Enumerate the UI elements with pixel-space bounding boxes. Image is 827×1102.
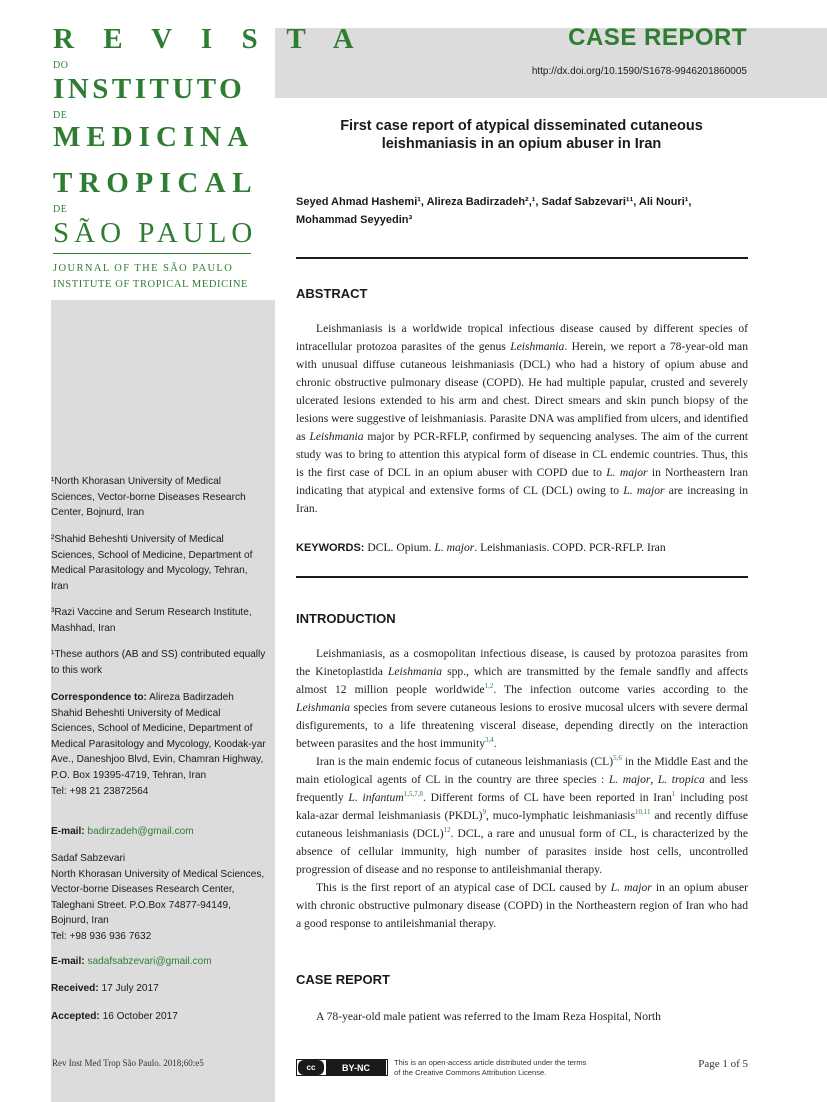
abstract-body: Leishmaniasis is a worldwide tropical infectious disease caused by different species of intracellular protozoa parasites of the genus Leishmania. Herein, we report a 78-year-old man with unusual diffuse cutaneous leishmaniasis (DCL) who had a history of opium abuse and chronic obstructive pulmonary disease (COPD). He had multiple papular, crusted and severely ulcerated lesions extended to his arm and chest. Direct smears and skin punch biopsy of the lesions were suggestive of leishmaniasis. Parasite DNA was amplified from ulcers, and identified as Leishmania major by PCR-RFLP, confirmed by sequencing analyses. The aim of the current study was to bring to attention this atypical form of disease in CL endemic countries. Thus, this is the first case of DCL in an opium abuser with COPD due to L. major in Northeastern Iran indicating that atypical and extensive forms of CL (DCL) owing to L. major are increasing in Iran. xyxy=(296,322,748,515)
keywords: KEYWORDS: DCL. Opium. L. major. Leishmaniasis. COPD. PCR-RFLP. Iran xyxy=(296,541,666,554)
equal-contribution-note: ¹These authors (AB and SS) contributed equally to this work xyxy=(51,649,266,676)
email-1: E-mail: badirzadeh@gmail.com xyxy=(51,826,194,837)
email-link-2[interactable]: sadafsabzevari@gmail.com xyxy=(87,956,212,967)
correspondence-block: Correspondence to: Alireza Badirzadeh Shahid Beheshti University of Medical Sciences, School of Medicine, Department of Medical Parasitology and Mycology, Koodak-yar Ave., Daneshjoo Blvd, Evin, Chamran Highway, P.O. Box 19395-4719, Tehran, Iran Tel: +98 21 23872564 xyxy=(51,692,266,797)
cc-license-label: BY-NC xyxy=(326,1060,386,1075)
case-report-heading: CASE REPORT xyxy=(296,972,390,987)
creative-commons-icon: cc xyxy=(298,1060,324,1075)
intro-paragraph-2: Iran is the main endemic focus of cutaneous leishmaniasis (CL)$^{5,6}$ in the Middle East and the main etiological agents of CL in the country are three species : L. major, L. tropica and less frequently L. infantum$^{1,5,7,8}$. Different forms of CL have been reported in Iran$^1$ including post kala-azar dermal leishmaniasis (PKDL)$^9$, muco-lymphatic leishmaniasis$^{10,11}$ and recently diffuse cutaneous leishmaniasis (DCL)$^{12}$. DCL, a rare and unusual form of CL, is characterized by the absence of cellular immunity, high number of parasites inside host cells, uncontrolled progression of disease and no response to antileishmanial therapy. xyxy=(296,754,749,876)
received-date: Received: 17 July 2017 xyxy=(51,983,159,994)
article-title-line-2: leishmaniasis in an opium abuser in Iran xyxy=(381,136,662,152)
affiliation-2: ²Shahid Beheshti University of Medical Sciences, School of Medicine, Department of Medical Parasitology and Mycology, Tehran, Iran xyxy=(51,534,253,592)
doi-link[interactable]: http://dx.doi.org/10.1590/S1678-9946201860005 xyxy=(531,66,747,77)
journal-de-1: DE xyxy=(53,110,68,121)
email-2: E-mail: sadafsabzevari@gmail.com xyxy=(51,956,212,967)
journal-subtitle-2: INSTITUTE OF TROPICAL MEDICINE xyxy=(53,279,249,290)
divider-bottom xyxy=(296,576,748,578)
author-list: Seyed Ahmad Hashemi¹, Alireza Badirzadeh²,¹, Sadaf Sabzevari¹¹, Ali Nouri¹, Mohammad Seyyedin³ xyxy=(296,196,692,226)
journal-medicina: MEDICINA xyxy=(53,121,255,153)
abstract-heading: ABSTRACT xyxy=(296,286,368,301)
keywords-label: KEYWORDS: xyxy=(296,542,365,554)
article-title xyxy=(295,117,748,153)
case-report-body: A 78-year-old male patient was referred to the Imam Reza Hospital, North xyxy=(316,1010,661,1023)
introduction-body xyxy=(296,645,748,933)
accepted-date: Accepted: 16 October 2017 xyxy=(51,1011,178,1022)
affiliation-1: ¹North Khorasan University of Medical Sciences, Vector-borne Diseases Research Center, Bojnurd, Iran xyxy=(51,476,246,519)
journal-divider xyxy=(53,253,251,254)
journal-tropical: TROPICAL xyxy=(53,167,259,199)
intro-paragraph-1: Leishmaniasis, as a cosmopolitan infectious disease, is caused by protozoa parasites from the Kinetoplastida Leishmania spp., which are transmitted by the female sandfly and affects almost 12 million people worldwide$^{1,2}$. The infection outcome varies according to the Leishmania species from severe cutaneous lesions to erosive mucosal ulcers with severe dermal disfigurements, to a life threatening visceral disease, depending directly on the interaction between parasites and the host immunity$^{3,4}$. xyxy=(296,647,749,750)
second-correspondence: Sadaf Sabzevari North Khorasan University of Medical Sciences, Vector-borne Diseases Research Center, Taleghani Street. P.O.Box 74877-94149, Bojnurd, Iran Tel: +98 936 936 7632 xyxy=(51,853,265,942)
section-label: CASE REPORT xyxy=(568,24,747,51)
email-link-1[interactable]: badirzadeh@gmail.com xyxy=(87,826,194,837)
page-number: Page 1 of 5 xyxy=(698,1058,748,1070)
journal-de-2: DE xyxy=(53,204,68,215)
affiliation-3: ³Razi Vaccine and Serum Research Institute, Mashhad, Iran xyxy=(51,607,252,634)
journal-subtitle-1: JOURNAL OF THE SÃO PAULO xyxy=(53,263,234,274)
intro-paragraph-3: This is the first report of an atypical case of DCL caused by L. major in an opium abuser with chronic obstructive pulmonary disease (COPD) in the Northeastern region of Iran who had a good response to antileishmanial therapy. xyxy=(296,881,748,930)
cc-license-badge[interactable] xyxy=(296,1059,388,1076)
journal-instituto: INSTITUTO xyxy=(53,73,246,105)
article-title-line-1: First case report of atypical disseminated cutaneous xyxy=(340,118,703,134)
divider-top xyxy=(296,257,748,259)
license-note: This is an open-access article distributed under the terms of the Creative Commons Attribution License. xyxy=(394,1058,587,1077)
introduction-heading: INTRODUCTION xyxy=(296,611,396,626)
journal-sao-paulo: SÃO PAULO xyxy=(53,217,258,249)
journal-do: DO xyxy=(53,60,69,71)
journal-revista: R E V I S T A xyxy=(53,23,365,55)
citation: Rev Inst Med Trop São Paulo. 2018;60:e5 xyxy=(52,1058,204,1068)
